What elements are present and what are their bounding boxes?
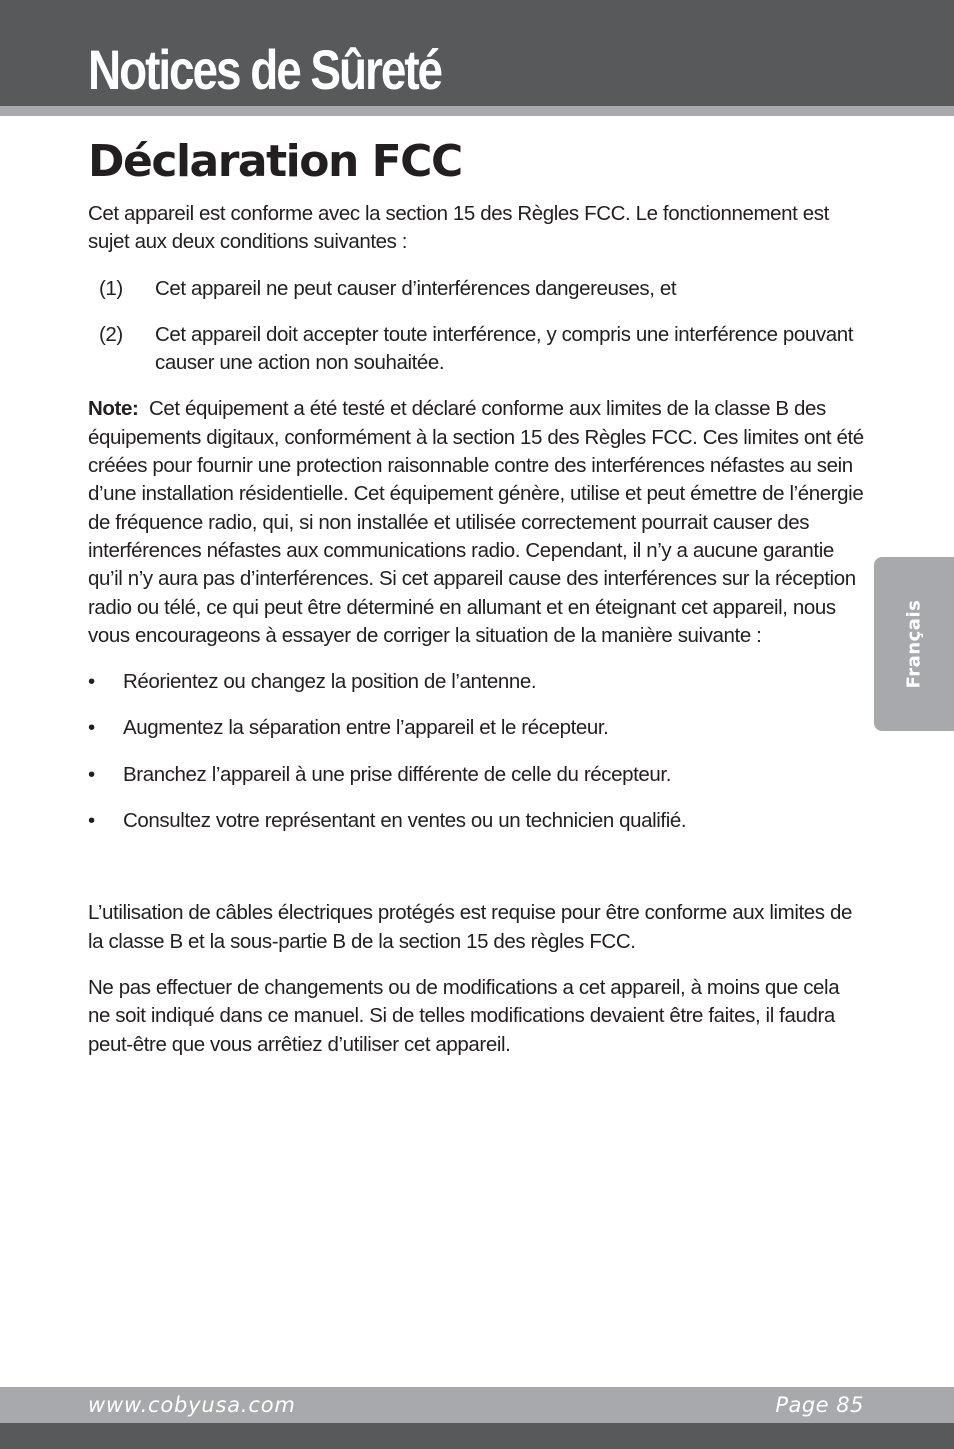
list-item-text: Augmentez la séparation entre l’appareil et le récepteur. — [123, 716, 609, 740]
header-divider — [0, 106, 954, 116]
footer-band — [0, 1387, 954, 1423]
page-number: Page 85 — [775, 1393, 864, 1417]
changes-paragraph: Ne pas effectuer de changements ou de modifications a cet appareil, à moins que cela ne soit indiqué dans ce manuel. Si de telles modifications devaient être faites, il faudra peut-être que vous arrêtiez d’utiliser cet appareil. — [88, 975, 840, 1056]
condition-text: Cet appareil doit accepter toute interférence, y compris une interférence pouvant causer une action non souhaitée. — [155, 322, 854, 375]
condition-text: Cet appareil ne peut causer d’interférences dangereuses, et — [155, 276, 677, 300]
bullet-marker: • — [88, 670, 95, 694]
list-item-text: Réorientez ou changez la position de l’antenne. — [123, 670, 537, 694]
footer-url[interactable]: www.cobyusa.com — [88, 1393, 296, 1417]
bullet-marker: • — [88, 716, 95, 740]
section-heading: Déclaration FCC — [88, 136, 462, 187]
cables-paragraph: L’utilisation de câbles électriques protégés est requise pour être conforme aux limites de la classe B et la sous-partie B de la section 15 des règles FCC. — [88, 901, 852, 953]
intro-paragraph: Cet appareil est conforme avec la section 15 des Règles FCC. Le fonctionnement est sujet aux deux conditions suivantes : — [88, 202, 829, 254]
bullet-marker: • — [88, 809, 95, 833]
bullet-marker: • — [88, 762, 95, 786]
condition-marker: (2) — [99, 322, 123, 346]
footer-bottom-band — [0, 1423, 954, 1449]
condition-item — [99, 275, 864, 303]
document-body — [88, 200, 864, 1077]
note-text: Cet équipement a été testé et déclaré conforme aux limites de la classe B des équipements digitaux, conformément à la section 15 des Règles FCC. Ces limites ont été créées pour fournir une protection raisonnable contre des interférences néfastes au sein d’une installation résidentielle. Cet équipement génère, utilise et peut émettre de l’énergie de fréquence radio, qui, si non installée et utilisée correctement pourrait causer des interférences néfastes aux communications radio. Cependant, il n’y a aucune garantie qu’il n’y aura pas d’interférences. Si cet appareil cause des interférences sur la réception radio ou télé, ce qui peut être déterminé en allumant et en éteignant cet appareil, nous vous encourageons à essayer de corriger la situation de la manière suivante : — [88, 397, 864, 647]
header-band — [0, 0, 954, 106]
list-item — [88, 714, 864, 742]
list-item — [88, 761, 864, 789]
list-item — [88, 807, 864, 835]
condition-item — [99, 321, 864, 378]
page-title: Notices de Sûreté — [88, 38, 442, 101]
list-item-text: Consultez votre représentant en ventes ou un technicien qualifié. — [123, 809, 687, 833]
bullet-list — [88, 668, 864, 835]
note-label: Note: — [88, 397, 139, 421]
list-item-text: Branchez l’appareil à une prise différente de celle du récepteur. — [123, 762, 671, 786]
condition-marker: (1) — [99, 276, 123, 300]
language-tab[interactable] — [874, 557, 954, 731]
language-tab-label: Français — [903, 599, 925, 689]
list-item — [88, 668, 864, 696]
note-paragraph — [88, 395, 864, 650]
